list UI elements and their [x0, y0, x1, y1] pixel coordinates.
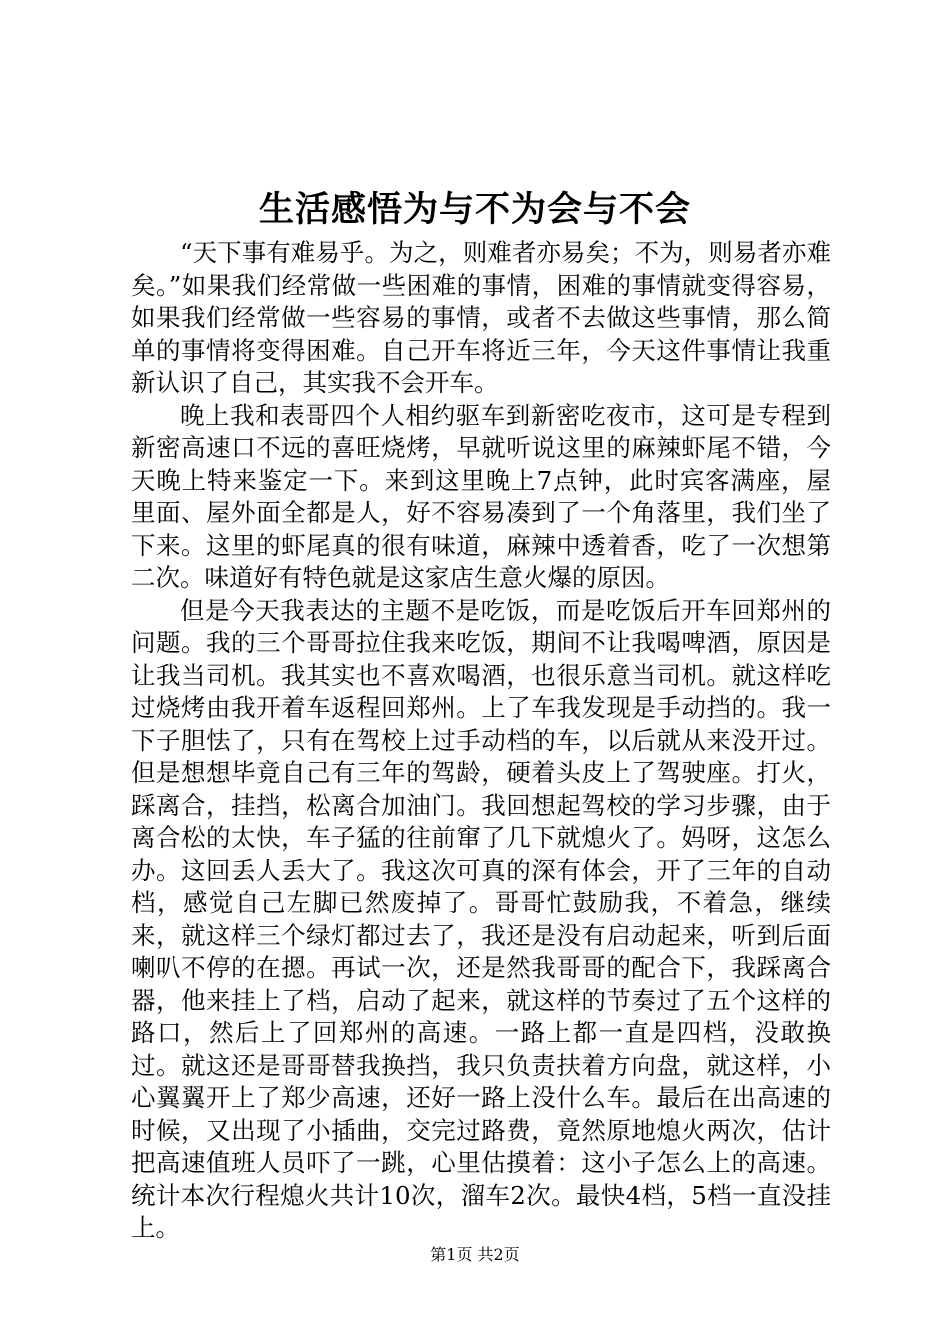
paragraph-1: “天下事有难易乎。为之，则难者亦易矣；不为，则易者亦难矣。”如果我们经常做一些困难的事情，困难的事情就变得容易，如果我们经常做一些容易的事情，或者不去做这些事情，那么简单的事情将变得困难。自己开车将近三年，今天这件事情让我重新认识了自己，其实我不会开车。 [131, 238, 831, 397]
paragraph-3: 但是今天我表达的主题不是吃饭，而是吃饭后开车回郑州的问题。我的三个哥哥拉住我来吃饭，期间不让我喝啤酒，原因是让我当司机。我其实也不喜欢喝酒，也很乐意当司机。就这样吃过烧烤由我开着车返程回郑州。上了车我发现是手动挡的。我一下子胆怯了，只有在驾校上过手动档的车，以后就从来没开过。但是想想毕竟自己有三年的驾龄，硬着头皮上了驾驶座。打火，踩离合，挂挡，松离合加油门。我回想起驾校的学习步骤，由于离合松的太快，车子猛的往前窜了几下就熄火了。妈呀，这怎么办。这回丢人丢大了。我这次可真的深有体会，开了三年的自动档，感觉自己左脚已然废掉了。哥哥忙鼓励我，不着急，继续来，就这样三个绿灯都过去了，我还是没有启动起来，听到后面喇叭不停的在摁。再试一次，还是然我哥哥的配合下，我踩离合器，他来挂上了档，启动了起来，就这样的节奏过了五个这样的路口，然后上了回郑州的高速。一路上都一直是四档，没敢换过。就这还是哥哥替我换挡，我只负责扶着方向盘，就这样，小心翼翼开上了郑少高速，还好一路上没什么车。最后在出高速的时候，又出现了小插曲，交完过路费，竟然原地熄火两次，估计把高速值班人员吓了一跳，心里估摸着：这小子怎么上的高速。统计本次行程熄火共计10次，溜车2次。最快4档，5档一直没挂上。 [131, 595, 831, 1242]
document-body [131, 237, 831, 1245]
page-number-footer: 第1页 共2页 [430, 1245, 520, 1264]
paragraph-2: 晚上我和表哥四个人相约驱车到新密吃夜市，这可是专程到新密高速口不远的喜旺烧烤，早就听说这里的麻辣虾尾不错，今天晚上特来鉴定一下。来到这里晚上7点钟，此时宾客满座，屋里面、屋外面全都是人，好不容易凑到了一个角落里，我们坐了下来。这里的虾尾真的很有味道，麻辣中透着香，吃了一次想第二次。味道好有特色就是这家店生意火爆的原因。 [131, 400, 831, 592]
document-title: 生活感悟为与不为会与不会 [258, 189, 691, 230]
